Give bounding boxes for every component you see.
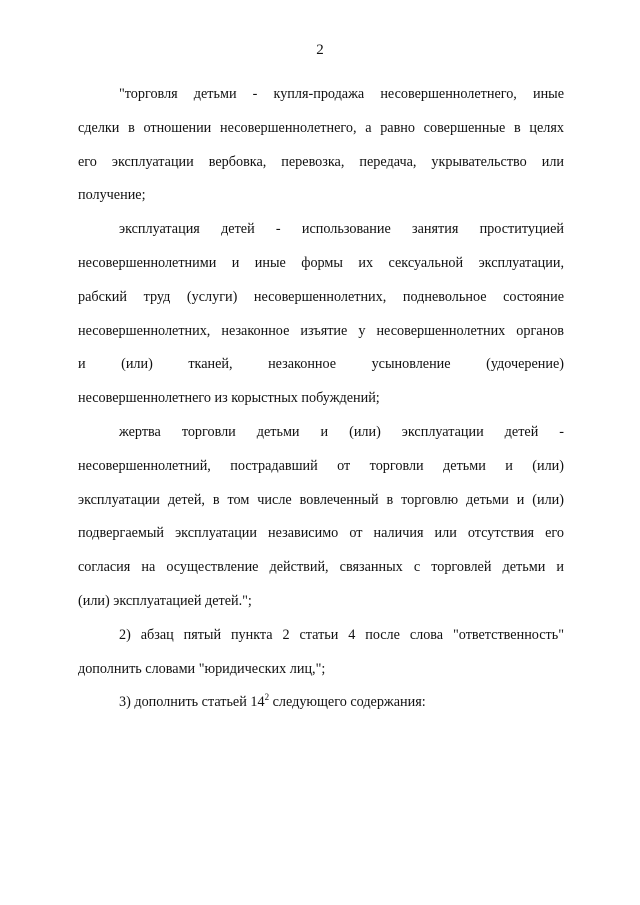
paragraph-amendment-3: [78, 686, 564, 720]
paragraph-amendment-2: [78, 619, 564, 687]
text-line: получение;: [78, 187, 146, 204]
text-fragment: 3) дополнить статьей 14: [119, 694, 265, 711]
text-line: несовершеннолетними и иные формы их сексуальной эксплуатации,: [78, 254, 564, 271]
text-line: жертва торговли детьми и (или) эксплуатации детей -: [119, 423, 564, 440]
text-line: несовершеннолетних, незаконное изъятие у несовершеннолетних органов: [78, 322, 564, 339]
text-line: 2) абзац пятый пункта 2 статьи 4 после слова "ответственность": [119, 626, 564, 643]
text-line: эксплуатация детей - использование занятия проституцией: [119, 221, 564, 238]
document-body: [78, 78, 564, 720]
text-line: "торговля детьми - купля-продажа несовершеннолетнего, иные: [119, 86, 564, 102]
paragraph-exploitation-definition: [78, 213, 564, 416]
text-line: несовершеннолетний, пострадавший от торговли детьми и (или): [78, 457, 564, 474]
text-line: (или) эксплуатацией детей.";: [78, 592, 252, 609]
text-line: дополнить словами "юридических лиц,";: [78, 660, 326, 677]
text-line: и (или) тканей, незаконное усыновление (удочерение): [78, 356, 564, 373]
text-line: эксплуатации детей, в том числе вовлеченный в торговлю детьми и (или): [78, 491, 564, 508]
text-line: рабский труд (услуги) несовершеннолетних, подневольное состояние: [78, 288, 564, 305]
text-line: его эксплуатации вербовка, перевозка, передача, укрывательство или: [78, 153, 564, 170]
paragraph-victim-definition: [78, 416, 564, 619]
text-fragment: следующего содержания:: [269, 694, 426, 711]
text-line: несовершеннолетнего из корыстных побуждений;: [78, 390, 380, 407]
text-line: подвергаемый эксплуатации независимо от наличия или отсутствия его: [78, 525, 564, 542]
text-line: согласия на осуществление действий, связанных с торговлей детьми и: [78, 559, 564, 576]
text-line: [78, 686, 564, 720]
text-line: сделки в отношении несовершеннолетнего, а равно совершенные в целях: [78, 119, 564, 136]
paragraph-trafficking-definition: [78, 78, 564, 213]
page-number: 2: [316, 42, 324, 58]
superscript: 2: [264, 692, 270, 703]
